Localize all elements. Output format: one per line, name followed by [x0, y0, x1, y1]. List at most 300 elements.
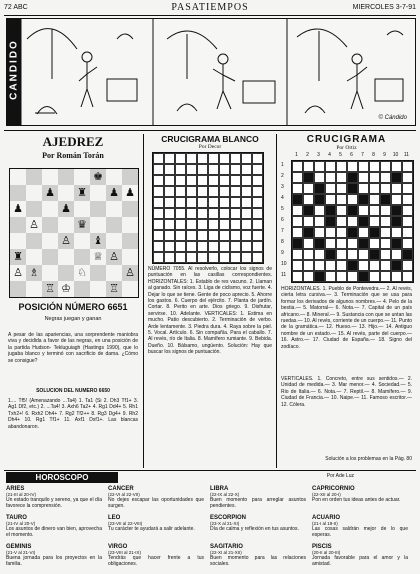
grid-cell [197, 164, 208, 175]
comic-strip [6, 18, 416, 126]
sign-text: Buen momento para las relaciones sociales. [210, 555, 306, 568]
grid-cell [369, 249, 380, 260]
grid-cell [358, 260, 369, 271]
grid-cell [325, 194, 336, 205]
chess-board: ♚ ♟ ♜ ♟ ♟ ♟ ♟ ♙ ♛ ♙ ♝ ♜ ♕ ♙ ♙ ♗ ♘ ♙ ♖ ♔ ♖ [9, 168, 139, 298]
sign-dates: (23-X al 21-XI) [210, 521, 240, 526]
grid-cell [219, 175, 230, 186]
grid-cell [241, 241, 252, 252]
grid-cell [303, 249, 314, 260]
grid-cell [369, 260, 380, 271]
grid-cell [230, 153, 241, 164]
crossword-row-number: 5 [281, 206, 284, 212]
blank-crossword-grid [152, 152, 264, 264]
grid-cell [252, 175, 263, 186]
grid-cell [208, 252, 219, 263]
grid-cell [208, 219, 219, 230]
sign-text: Buena jornada para los proyectos en la familia. [6, 555, 102, 568]
grid-cell [358, 172, 369, 183]
grid-cell [325, 172, 336, 183]
grid-cell [402, 227, 413, 238]
grid-cell [230, 219, 241, 230]
grid-cell [303, 194, 314, 205]
issue-date: MIERCOLES 3-7-91 [352, 4, 416, 11]
crossword-column [279, 134, 414, 468]
crossword-number: 7 [361, 152, 364, 158]
grid-cell [241, 219, 252, 230]
comic-drawings [7, 19, 415, 125]
crossword-column-numbers [291, 152, 412, 158]
grid-cell [197, 153, 208, 164]
sign-dates: (20-II al 20-III) [312, 550, 341, 555]
grid-cell [391, 271, 402, 282]
crossword-row-number: 2 [281, 173, 284, 179]
grid-cell [402, 194, 413, 205]
grid-cell [208, 186, 219, 197]
grid-cell [347, 194, 358, 205]
grid-cell [402, 183, 413, 194]
grid-cell [208, 164, 219, 175]
grid-cell [391, 161, 402, 172]
grid-cell [358, 227, 369, 238]
grid-cell [186, 252, 197, 263]
grid-cell [153, 153, 164, 164]
grid-cell [230, 252, 241, 263]
grid-cell [252, 230, 263, 241]
crossword-row-number: 8 [281, 239, 284, 245]
grid-cell [197, 208, 208, 219]
grid-cell [369, 205, 380, 216]
grid-cell [252, 153, 263, 164]
grid-cell [219, 208, 230, 219]
crossword-row-number: 6 [281, 217, 284, 223]
sign-text: Tu carácter te ayudará a salir adelante. [108, 526, 195, 532]
grid-cell [197, 230, 208, 241]
chess-solution: 1.... Tf5! (Amenazando ...Ta4) 1. Ta1 (Si 2. Dh3 Tf1+ 3. Ag1 Df2, etc.) 2. ...Ta4! 3. Axh6 Ta2+ 4. Rg1 Dd4+ 5. Rh1 Txh2+! 6. Rxh2 Dh4+ 7. Rg2 Tf2++ 8. Rg3 Dg4+ 9. Rh2 Dh4+ 10. Rg1 Tf1+ 11. Axf1 Dxf1+. Las blancas abandonaron. [8, 398, 138, 430]
grid-cell [336, 271, 347, 282]
grid-cell [175, 230, 186, 241]
grid-cell [186, 197, 197, 208]
comic-label: CANDIDO [7, 19, 21, 125]
grid-cell [186, 153, 197, 164]
horoscope-sign [108, 544, 204, 568]
grid-cell [358, 271, 369, 282]
sign-dates: (23-VII al 22-VIII) [108, 521, 143, 526]
grid-cell [230, 175, 241, 186]
comic-signature: © Cándido [378, 115, 407, 121]
grid-cell [197, 197, 208, 208]
grid-cell [402, 161, 413, 172]
grid-cell [336, 249, 347, 260]
grid-cell [219, 219, 230, 230]
sign-name: GEMINIS [6, 544, 32, 550]
sign-text: Tendrás que hacer frente a tus obligaciones. [108, 555, 204, 568]
grid-cell [230, 164, 241, 175]
sign-dates: (21-I al 19-II) [312, 521, 338, 526]
grid-cell [325, 183, 336, 194]
grid-cell [303, 161, 314, 172]
grid-cell [303, 205, 314, 216]
grid-cell [219, 241, 230, 252]
grid-cell [402, 249, 413, 260]
grid-cell [391, 238, 402, 249]
grid-cell [292, 260, 303, 271]
grid-cell [391, 260, 402, 271]
grid-cell [347, 216, 358, 227]
chess-solution-title: SOLUCION DEL NUMERO 6650 [36, 388, 110, 394]
crossword-row-number: 9 [281, 250, 284, 256]
column-divider [276, 134, 277, 468]
grid-cell [303, 260, 314, 271]
sign-dates: (22-XII al 20-I) [312, 492, 341, 497]
grid-cell [292, 172, 303, 183]
crossword-number: 6 [350, 152, 353, 158]
grid-cell [164, 252, 175, 263]
sign-text: Jornada favorable para el amor y la amistad. [312, 555, 408, 568]
sign-dates: (22-XI al 21-XII) [210, 550, 242, 555]
crossword-number: 3 [317, 152, 320, 158]
grid-cell [380, 216, 391, 227]
grid-cell [314, 238, 325, 249]
grid-cell [292, 227, 303, 238]
grid-cell [369, 238, 380, 249]
sign-name: ARIES [6, 486, 25, 492]
sign-text: Pon en orden tus ideas antes de actuar. [312, 497, 401, 503]
horoscope-sign [108, 515, 204, 532]
grid-cell [358, 194, 369, 205]
grid-cell [241, 153, 252, 164]
grid-cell [153, 230, 164, 241]
grid-cell [391, 216, 402, 227]
grid-cell [208, 208, 219, 219]
crossword-number: 10 [392, 152, 399, 158]
crossword-grid [291, 160, 414, 283]
grid-cell [153, 164, 164, 175]
grid-cell [175, 153, 186, 164]
grid-cell [175, 186, 186, 197]
grid-cell [219, 230, 230, 241]
grid-cell [164, 197, 175, 208]
crossword-number: 5 [339, 152, 342, 158]
sign-name: ESCORPION [210, 515, 247, 521]
crossword-row-number: 10 [281, 261, 287, 267]
grid-cell [186, 164, 197, 175]
column-divider [143, 134, 144, 468]
grid-cell [369, 161, 380, 172]
grid-cell [347, 161, 358, 172]
grid-cell [303, 271, 314, 282]
grid-cell [303, 183, 314, 194]
grid-cell [347, 271, 358, 282]
grid-cell [347, 260, 358, 271]
grid-cell [358, 161, 369, 172]
grid-cell [186, 208, 197, 219]
grid-cell [380, 183, 391, 194]
grid-cell [230, 197, 241, 208]
grid-cell [153, 175, 164, 186]
grid-cell [391, 205, 402, 216]
sign-name: CANCER [108, 486, 134, 492]
grid-cell [153, 252, 164, 263]
grid-cell [230, 230, 241, 241]
grid-cell [391, 227, 402, 238]
section-title: PASATIEMPOS [171, 2, 249, 13]
chess-intro: A pesar de las apariencias, una sorprendente maniobra viva y decidida a favor de las negras, en una posición de la partida Hudson- Tekluguiagh (Hastings 1990), que lo jugaba blanco y terminó con sacrificio de dama. ¿Cómo se consigue? [8, 332, 138, 364]
grid-cell [197, 241, 208, 252]
grid-cell [153, 197, 164, 208]
grid-cell [252, 164, 263, 175]
grid-cell [402, 216, 413, 227]
horoscope-sign [312, 544, 408, 568]
horoscope-sign [6, 486, 102, 510]
horoscope-title: HOROSCOPO [6, 472, 118, 483]
grid-cell [358, 183, 369, 194]
grid-cell [175, 197, 186, 208]
grid-cell [197, 186, 208, 197]
grid-cell [219, 197, 230, 208]
grid-cell [314, 183, 325, 194]
grid-cell [336, 161, 347, 172]
grid-cell [197, 219, 208, 230]
grid-cell [292, 249, 303, 260]
grid-cell [292, 161, 303, 172]
grid-cell [175, 252, 186, 263]
horoscope-sign [108, 486, 204, 510]
horoscope-sign [6, 544, 102, 568]
grid-cell [303, 172, 314, 183]
crossword-row-number: 4 [281, 195, 284, 201]
sign-text: Buen momento para arreglar asuntos pendientes. [210, 497, 306, 510]
page-number: 72 ABC [4, 4, 28, 11]
grid-cell [325, 249, 336, 260]
grid-cell [391, 194, 402, 205]
grid-cell [402, 260, 413, 271]
grid-cell [230, 186, 241, 197]
grid-cell [230, 241, 241, 252]
sign-name: VIRGO [108, 544, 128, 550]
grid-cell [219, 164, 230, 175]
grid-cell [175, 208, 186, 219]
grid-cell [164, 153, 175, 164]
horoscope-section [6, 472, 414, 572]
grid-cell [380, 260, 391, 271]
grid-cell [402, 238, 413, 249]
grid-cell [208, 175, 219, 186]
grid-cell [336, 183, 347, 194]
crossword-row-numbers [281, 160, 291, 281]
grid-cell [380, 238, 391, 249]
grid-cell [241, 175, 252, 186]
sign-text: Los asuntos de dinero van bien, aprovecha el momento. [6, 526, 102, 539]
grid-cell [380, 271, 391, 282]
grid-cell [164, 241, 175, 252]
blank-crossword-author: Por Decor [198, 144, 222, 150]
grid-cell [380, 227, 391, 238]
grid-cell [241, 252, 252, 263]
grid-cell [208, 230, 219, 241]
grid-cell [347, 238, 358, 249]
grid-cell [303, 238, 314, 249]
crossword-number: 2 [306, 152, 309, 158]
page-header [4, 2, 416, 14]
grid-cell [347, 249, 358, 260]
blank-crossword-title: CRUCIGRAMA BLANCO [161, 134, 259, 144]
sign-name: CAPRICORNIO [312, 486, 355, 492]
grid-cell [369, 216, 380, 227]
grid-cell [336, 227, 347, 238]
sign-name: LIBRA [210, 486, 229, 492]
grid-cell [380, 194, 391, 205]
grid-cell [303, 227, 314, 238]
grid-cell [391, 183, 402, 194]
chess-problem-number: POSICIÓN NÚMERO 6651 [18, 302, 128, 312]
grid-cell [336, 260, 347, 271]
grid-cell [219, 153, 230, 164]
grid-cell [314, 271, 325, 282]
grid-cell [347, 205, 358, 216]
grid-cell [164, 164, 175, 175]
grid-cell [241, 186, 252, 197]
crossword-number: 1 [295, 152, 298, 158]
crossword-title: CRUCIGRAMA [306, 134, 387, 145]
grid-cell [292, 238, 303, 249]
crossword-number: 4 [328, 152, 331, 158]
grid-cell [325, 271, 336, 282]
grid-cell [292, 216, 303, 227]
grid-cell [314, 161, 325, 172]
grid-cell [186, 241, 197, 252]
grid-cell [347, 172, 358, 183]
grid-cell [219, 252, 230, 263]
grid-cell [186, 175, 197, 186]
chess-author: Por Román Torán [42, 151, 104, 160]
horoscope-byline: Por Ade Luz [326, 473, 354, 479]
grid-cell [380, 249, 391, 260]
sign-name: SAGITARIO [210, 544, 243, 550]
grid-cell [402, 205, 413, 216]
chess-turn: Negras juegan y ganan [44, 316, 102, 322]
crossword-solution-note: Solución a los problemas en la Pág. 80 [325, 456, 412, 462]
grid-cell [175, 164, 186, 175]
grid-cell [369, 227, 380, 238]
grid-cell [197, 252, 208, 263]
grid-cell [153, 219, 164, 230]
grid-cell [369, 271, 380, 282]
grid-cell [208, 153, 219, 164]
sign-text: Las cosas saldrán mejor de lo que esperas. [312, 526, 408, 539]
sign-dates: (21-V al 21-VI) [6, 550, 36, 555]
grid-cell [325, 161, 336, 172]
grid-cell [325, 216, 336, 227]
sign-dates: (22-IX al 22-X) [210, 492, 240, 497]
grid-cell [153, 186, 164, 197]
grid-cell [252, 252, 263, 263]
crossword-row-number: 11 [281, 272, 287, 278]
horoscope-sign [312, 486, 408, 503]
grid-cell [391, 249, 402, 260]
grid-cell [292, 205, 303, 216]
grid-cell [358, 238, 369, 249]
grid-cell [314, 227, 325, 238]
horoscope-rule [4, 470, 416, 471]
grid-cell [391, 172, 402, 183]
grid-cell [314, 260, 325, 271]
crossword-number: 11 [403, 152, 410, 158]
grid-cell [252, 208, 263, 219]
crossword-number: 8 [372, 152, 375, 158]
grid-cell [175, 219, 186, 230]
crossword-horizontales: HORIZONTALES. 1. Pueblo de Pontevedra.— 2. Al revés, cierta letra cursiva.— 3. Terminación que se usa para formar los derivados de algunos nombres.— 4. Pelo de la bestia.— 5. Matorral— 6. Nota.— 7. Capital de un país africano.— 8. Mineral.— 9. Sustancia con que se untan las ruedas.— 10. Al revés, corriente de un cuerpo.— 11. Punto de la gramática.— 12. Hueso.— 13. Hijo.— 14. Antiguo nombre de un estado.— 15. Al revés, parte del cuerpo.— 16. Astro.— 17. Ciudad de España.— 18. Signo del zodíaco. [281, 286, 412, 350]
horoscope-sign [210, 486, 306, 510]
grid-cell [325, 205, 336, 216]
blank-crossword-column [146, 134, 274, 468]
grid-cell [369, 183, 380, 194]
grid-cell [153, 241, 164, 252]
sign-text: Un estado tranquilo y sereno, ya que el día favorece la comprensión. [6, 497, 102, 510]
grid-cell [197, 175, 208, 186]
header-rule [4, 15, 416, 16]
horoscope-sign [6, 515, 102, 539]
chess-title: AJEDREZ [42, 134, 104, 149]
grid-cell [314, 216, 325, 227]
sign-dates: (21-IV al 20-V) [6, 521, 36, 526]
sign-dates: (21-III al 20-IV) [6, 492, 37, 497]
horoscope-sign [210, 544, 306, 568]
grid-cell [292, 183, 303, 194]
grid-cell [230, 208, 241, 219]
sign-name: ACUARIO [312, 515, 340, 521]
grid-cell [164, 186, 175, 197]
grid-cell [358, 249, 369, 260]
chess-column [6, 134, 140, 468]
grid-cell [314, 172, 325, 183]
horoscope-sign [210, 515, 306, 532]
blank-crossword-clues: NÚMERO 7055. Al resolverlo, colocar los signos de puntuación en las casillas correspondientes. HORIZONTALES: 1. Establo de res vacuno. 2. Llaman al ganado. Sin raíces. 3. Liga de ciclismo, voz fuerte. 4. Dejar lo que se tiene. Gente de poco aprecio. 5. Ahorre los gastos. 6. Cuerpo del ejército. 7. Planta de jardín. Cortar. 8. Perito en arte. Dios griego. 9. Disfrutar, servirse. 10. Adelante. VERTICALES: 1. Estima en mucho. Patio descubierto. 2. Terminación de verbo. Arde lentamente. 3. Piedra dura. 4. Raya sobre la piel. 5. Vocal. Artículo. 6. Sin compañía. Para el caballo. 7. Al revés, río de Italia. 8. Mamífero rumiante. 9. Bebida. Dueño. 10. Bálsamo, ungüento. Solución: Hay que buscar los signos de puntuación. [148, 266, 272, 356]
sign-text: No dejes escapar las oportunidades que surgen. [108, 497, 204, 510]
crossword-number: 9 [383, 152, 386, 158]
grid-cell [186, 186, 197, 197]
grid-cell [241, 164, 252, 175]
grid-cell [208, 197, 219, 208]
grid-cell [336, 238, 347, 249]
grid-cell [380, 161, 391, 172]
grid-cell [358, 216, 369, 227]
grid-cell [380, 205, 391, 216]
grid-cell [314, 249, 325, 260]
grid-cell [252, 219, 263, 230]
grid-cell [336, 172, 347, 183]
grid-cell [186, 219, 197, 230]
sign-text: Día de calma y reflexión en tus asuntos. [210, 526, 299, 532]
grid-cell [336, 205, 347, 216]
grid-cell [314, 205, 325, 216]
grid-cell [347, 183, 358, 194]
grid-cell [336, 216, 347, 227]
crossword-author: Por Ortiz [336, 145, 357, 151]
grid-cell [358, 205, 369, 216]
grid-cell [252, 197, 263, 208]
horoscope-columns [6, 486, 414, 572]
grid-cell [186, 230, 197, 241]
grid-cell [164, 175, 175, 186]
sign-name: PISCIS [312, 544, 332, 550]
grid-cell [164, 208, 175, 219]
grid-cell [303, 216, 314, 227]
crossword-verticales: VERTICALES. 1. Concreto, entre sus sentidos.— 2. Unidad de medida.— 3. Mar menor.— 4. Sociedad.— 5. Rio de Italia.— 6. Nota.— 7. Reptil.— 8. Mamífero.— 9. Ciudad de Francia.— 10. Naipe.— 11. Famoso escritor.— 12. Cólera. [281, 376, 412, 408]
grid-cell [336, 194, 347, 205]
grid-cell [369, 194, 380, 205]
grid-cell [164, 230, 175, 241]
